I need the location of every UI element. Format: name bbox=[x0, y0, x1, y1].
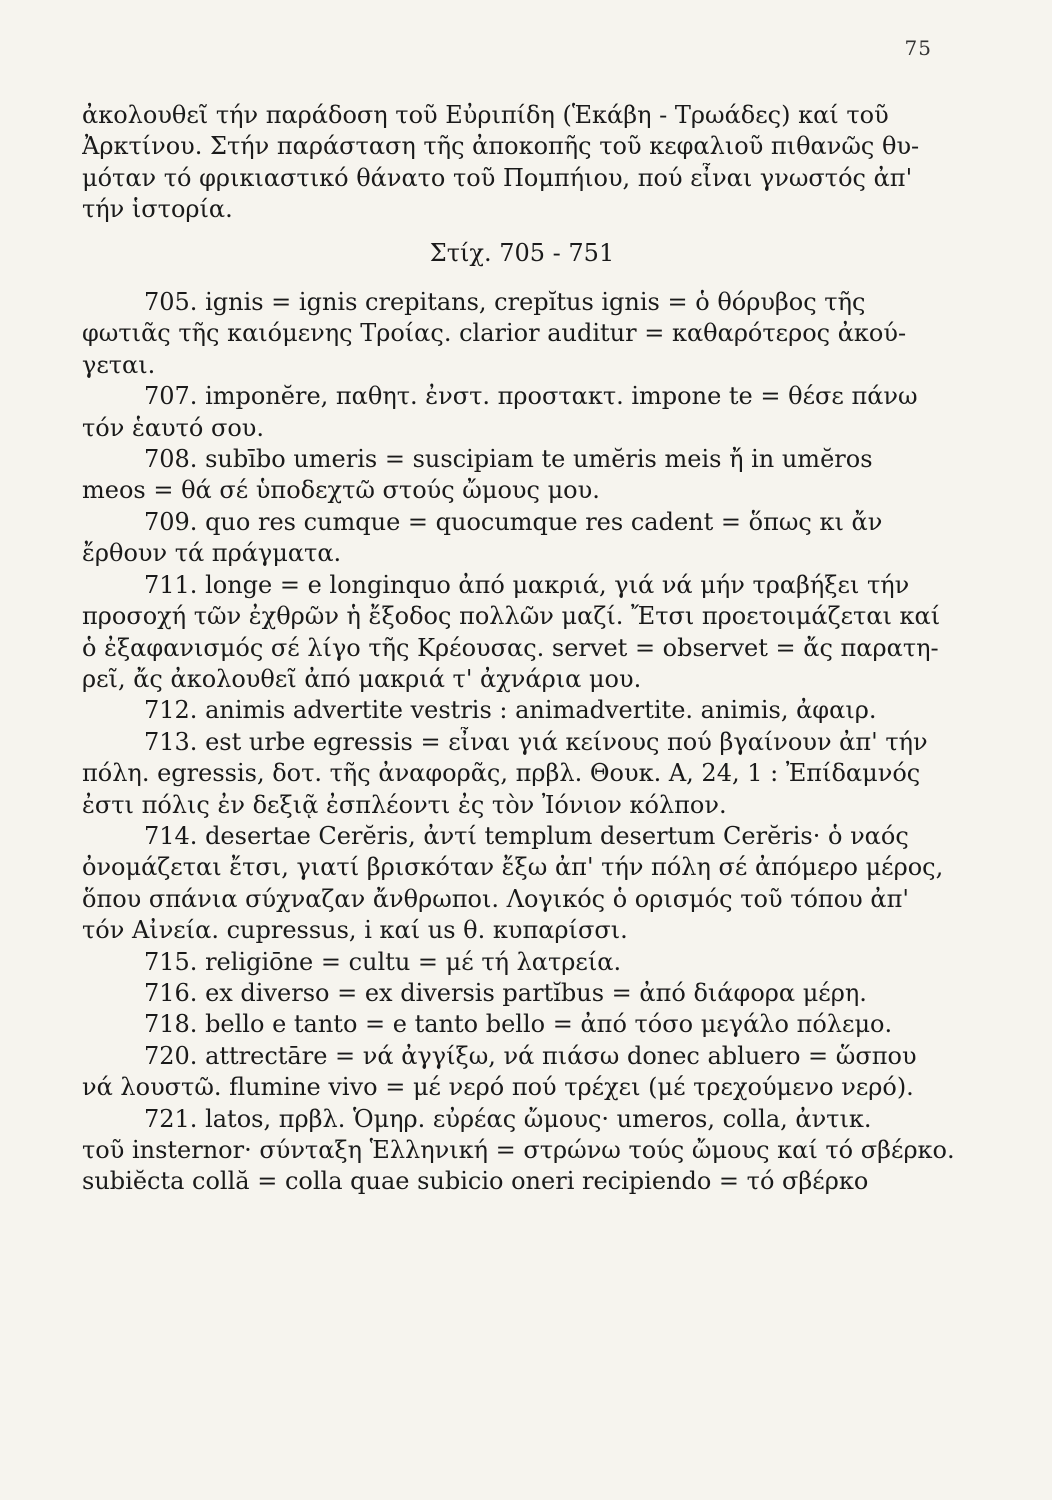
note-line: 713. est urbe egressis = εἶναι γιά κείνους πού βγαίνουν ἀπ' τήν bbox=[144, 727, 928, 756]
note-entry bbox=[82, 821, 962, 947]
note-entry bbox=[82, 570, 962, 696]
note-line: γεται. bbox=[82, 350, 156, 379]
note-line: τόν ἑαυτό σου. bbox=[82, 413, 265, 442]
note-entry bbox=[82, 695, 962, 726]
note-entry bbox=[82, 727, 962, 821]
note-entry bbox=[82, 507, 962, 570]
note-line: φωτιᾶς τῆς καιόμενης Τροίας. clarior auditur = καθαρότερος ἀκού- bbox=[82, 319, 907, 348]
intro-line: ἀκολουθεῖ τήν παράδοση τοῦ Εὐριπίδη (Ἑκάβη - Τρωάδες) καί τοῦ bbox=[82, 101, 889, 129]
intro-line: τήν ἱστορία. bbox=[82, 195, 233, 224]
note-line: meos = θά σέ ὑποδεχτῶ στούς ὤμους μου. bbox=[82, 476, 600, 505]
note-line: 721. latos, πρβλ. Ὁμηρ. εὐρέας ὤμους· umeros, colla, ἀντικ. bbox=[144, 1104, 872, 1133]
note-line: ὀνομάζεται ἔτσι, γιατί βρισκόταν ἔξω ἀπ' τήν πόλη σέ ἀπόμερο μέρος, bbox=[82, 853, 944, 882]
note-line: τοῦ insternor· σύνταξη Ἑλληνική = στρώνω τούς ὤμους καί τό σβέρκο. bbox=[82, 1136, 955, 1164]
note-line: 720. attrectāre = νά ἀγγίξω, νά πιάσω donec abluero = ὥσπου bbox=[144, 1041, 917, 1070]
note-entry bbox=[82, 947, 962, 978]
intro-line: Ἀρκτίνου. Στήν παράσταση τῆς ἀποκοπῆς τοῦ κεφαλιοῦ πιθανῶς θυ- bbox=[82, 132, 920, 161]
intro-line: μόταν τό φρικιαστικό θάνατο τοῦ Πομπήιου, πού εἶναι γνωστός ἀπ' bbox=[82, 163, 913, 192]
note-line: 711. longe = e longinquo ἀπό μακριά, γιά νά μήν τραβήξει τήν bbox=[144, 570, 910, 599]
section-heading: Στίχ. 705 - 751 bbox=[429, 238, 615, 267]
note-entry bbox=[82, 1009, 962, 1040]
note-entry bbox=[82, 1104, 962, 1198]
note-line: 716. ex diverso = ex diversis partĭbus = ἀπό διάφορα μέρη. bbox=[144, 978, 867, 1007]
page-number: 75 bbox=[904, 36, 932, 60]
note-line: 712. animis advertite vestris : animadvertite. animis, ἀφαιρ. bbox=[144, 696, 877, 725]
note-line: 714. desertae Cerĕris, ἀντί templum desertum Cerĕris· ὁ ναός bbox=[144, 821, 909, 850]
note-line: 705. ignis = ignis crepitans, crepĭtus ignis = ὁ θόρυβος τῆς bbox=[144, 288, 866, 317]
note-line: 707. imponĕre, παθητ. ἐνστ. προστακτ. impone te = θέσε πάνω bbox=[144, 382, 918, 411]
note-line: 709. quo res cumque = quocumque res cadent = ὅπως κι ἄν bbox=[144, 507, 883, 536]
body-text bbox=[82, 100, 962, 1198]
note-entry bbox=[82, 287, 962, 381]
note-line: πόλη. egressis, δοτ. τῆς ἀναφορᾶς, πρβλ. Θουκ. Α, 24, 1 : Ἐπίδαμνός bbox=[82, 759, 921, 788]
note-entry bbox=[82, 444, 962, 507]
note-entry bbox=[82, 1041, 962, 1104]
note-line: ὅπου σπάνια σύχναζαν ἄνθρωποι. Λογικός ὁ ορισμός τοῦ τόπου ἀπ' bbox=[82, 884, 909, 913]
note-line: 718. bello e tanto = e tanto bello = ἀπό τόσο μεγάλο πόλεμο. bbox=[144, 1010, 893, 1039]
note-line: 708. subībo umeris = suscipiam te umĕris meis ἤ in umĕros bbox=[144, 445, 873, 474]
notes-list bbox=[82, 287, 962, 1198]
note-line: ἔρθουν τά πράγματα. bbox=[82, 539, 342, 568]
note-line: ὁ ἐξαφανισμός σέ λίγο τῆς Κρέουσας. servet = observet = ἄς παρατη- bbox=[82, 633, 939, 662]
note-line: τόν Αἰνεία. cupressus, i καί us θ. κυπαρίσσι. bbox=[82, 916, 628, 945]
note-line: ρεῖ, ἄς ἀκολουθεῖ ἀπό μακριά τ' ἀχνάρια μου. bbox=[82, 664, 642, 693]
note-line: ἐστι πόλις ἐν δεξιᾷ ἐσπλέοντι ἐς τὸν Ἰόνιον κόλπον. bbox=[82, 790, 727, 819]
note-line: νά λουστῶ. flumine vivo = μέ νερό πού τρέχει (μέ τρεχούμενο νερό). bbox=[82, 1073, 914, 1102]
note-entry bbox=[82, 978, 962, 1009]
note-line: 715. religiōne = cultu = μέ τή λατρεία. bbox=[144, 947, 622, 976]
note-line: προσοχή τῶν ἐχθρῶν ἡ ἔξοδος πολλῶν μαζί. Ἔτσι προετοιμάζεται καί bbox=[82, 602, 941, 631]
note-line: subiĕcta collă = colla quae subicio oneri recipiendo = τό σβέρκο bbox=[82, 1167, 869, 1196]
intro-paragraph bbox=[82, 100, 962, 226]
note-entry bbox=[82, 381, 962, 444]
